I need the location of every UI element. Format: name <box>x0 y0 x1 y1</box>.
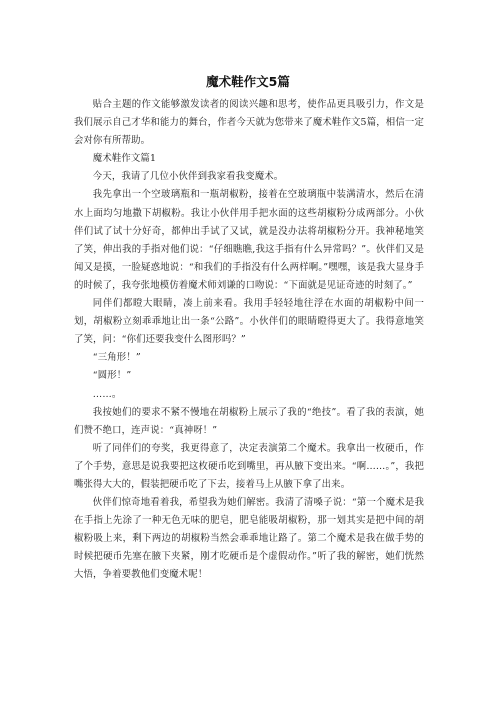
dialogue-line: “圆形！” <box>92 370 132 382</box>
section-heading: 魔术鞋作文篇1 <box>92 153 157 165</box>
document-body <box>74 96 424 585</box>
body-paragraph: 同伴们都瞪大眼睛，凑上前来看。我用手轻轻地往浮在水面的胡椒粉中间一划，胡椒粉立刻乖乖地让出一条“公路”。小伙伴们的眼睛瞪得更大了。我得意地笑了笑，问：“你们还要我变什么图形吗？” <box>74 298 424 346</box>
body-paragraph: 今天，我请了几位小伙伴到我家看我变魔术。 <box>92 171 284 183</box>
body-paragraph: 伙伴们惊奇地看着我，希望我为她们解密。我清了清嗓子说：“第一个魔术是我在手指上先涂了一种无色无味的肥皂，肥皂能吸胡椒粉，那一划其实是把中间的胡椒粉吸上来，剩下两边的胡椒粉当然会乖乖地让路了。第二个魔术是我在做手势的时候把硬币先塞在腋下夹紧，刚才吃硬币是个虚假动作。”听了我的解密，她们恍然大悟，争着要教他们变魔术呢！ <box>74 497 424 581</box>
document-title: 魔术鞋作文5篇 <box>206 74 290 89</box>
body-paragraph: 我按她们的要求不紧不慢地在胡椒粉上展示了我的“绝技”。看了我的表演，她们赞不绝口，连声说：“真神呀！” <box>74 406 424 436</box>
dialogue-line: ……。 <box>92 388 122 400</box>
intro-paragraph: 贴合主题的作文能够激发读者的阅读兴趣和思考，使作品更具吸引力，作文是我们展示自己才华和能力的舞台，作者今天就为您带来了魔术鞋作文5篇，相信一定会对你有所帮助。 <box>74 99 424 147</box>
dialogue-line: “三角形！” <box>92 352 141 364</box>
body-paragraph: 听了同伴们的夸奖，我更得意了，决定表演第二个魔术。我拿出一枚硬币，作了个手势，意思是说我要把这枚硬币吃到嘴里，再从腋下变出来。“啊……。”，我把嘴张得大大的，假装把硬币吃了下去，接着马上从腋下拿了出来。 <box>74 442 424 490</box>
body-paragraph: 我先拿出一个空玻璃瓶和一瓶胡椒粉，接着在空玻璃瓶中装满清水，然后在清水上面均匀地撒下胡椒粉。我让小伙伴用手把水面的这些胡椒粉分成两部分。小伙伴们试了试十分好奇，都伸出手试了又试，就是没办法将胡椒粉分开。我神秘地笑了笑，伸出我的手指对他们说：“仔细瞧瞧,我这手指有什么异常吗？”。伙伴们又是闻又是摸，一脸疑惑地说：“和我们的手指没有什么两样啊。”嘿嘿，该是我大显身手的时候了，我夸张地模仿着魔术师刘谦的口吻说：“下面就是见证奇迹的时刻了。” <box>74 189 424 291</box>
